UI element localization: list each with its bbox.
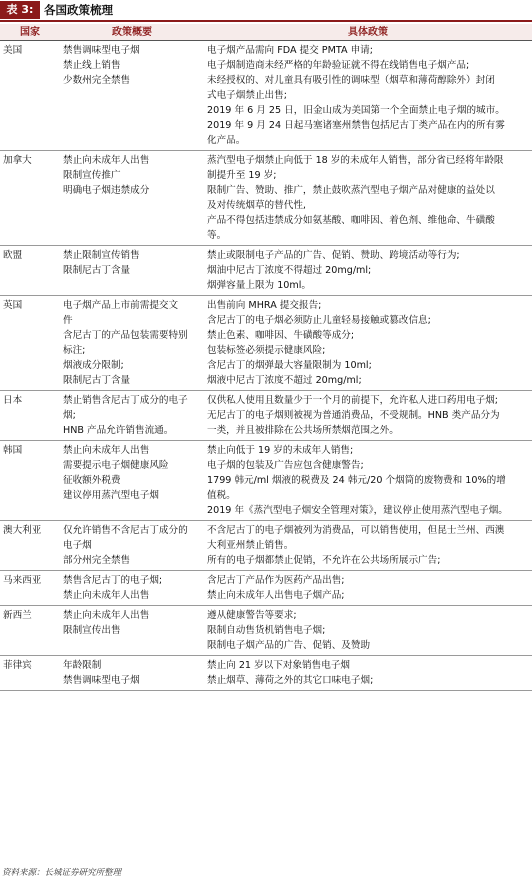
detail-line: 含尼古丁的电子烟必须防止儿童轻易接触或篡改信息; bbox=[207, 315, 431, 326]
summary-line: 征收额外税费 bbox=[63, 475, 121, 486]
table-row bbox=[0, 296, 532, 391]
detail-line: 及对传统烟草的替代性, bbox=[207, 200, 306, 211]
country-cell: 韩国 bbox=[0, 441, 60, 521]
detail-line: 限制广告、赞助、推广，禁止鼓吹蒸汽型电子烟产品对健康的益处以 bbox=[207, 185, 495, 196]
table-row bbox=[0, 151, 532, 246]
detail-line: 2019 年 6 月 25 日，旧金山成为美国第一个全面禁止电子烟的城市。 bbox=[207, 105, 505, 116]
detail-line: 烟液中尼古丁浓度不超过 20mg/ml; bbox=[207, 375, 362, 386]
country-cell: 新西兰 bbox=[0, 606, 60, 656]
summary-cell bbox=[60, 656, 204, 691]
table-header-row bbox=[0, 24, 532, 41]
detail-line: 化产品。 bbox=[207, 135, 246, 146]
detail-line: 限制电子烟产品的广告、促销、及赞助 bbox=[207, 640, 371, 651]
table-caption bbox=[0, 0, 532, 22]
summary-line: 烟; bbox=[63, 410, 76, 421]
detail-line: 无尼古丁的电子烟则被视为普通消费品，不受规制。HNB 类产品分为 bbox=[207, 410, 500, 421]
detail-line: 蒸汽型电子烟禁止向低于 18 岁的未成年人销售，部分省已经将年龄限 bbox=[207, 155, 504, 166]
detail-line: 出售前向 MHRA 提交报告; bbox=[207, 300, 322, 311]
detail-line: 禁止向低于 19 岁的未成年人销售; bbox=[207, 445, 354, 456]
detail-line: 禁止向 21 岁以下对象销售电子烟 bbox=[207, 660, 351, 671]
table-body bbox=[0, 41, 532, 691]
detail-line: 禁止或限制电子产品的广告、促销、赞助、跨境活动等行为; bbox=[207, 250, 460, 261]
column-header-summary: 政策概要 bbox=[60, 24, 204, 41]
summary-line: 禁售含尼古丁的电子烟; bbox=[63, 575, 163, 586]
summary-line: 禁售调味型电子烟 bbox=[63, 675, 140, 686]
detail-line: 一类，并且被排除在公共场所禁烟范围之外。 bbox=[207, 425, 399, 436]
summary-line: 标注; bbox=[63, 345, 86, 356]
detail-line: 式电子烟禁止出售; bbox=[207, 90, 287, 101]
detail-line: 电子烟的包装及广告应包含健康警告; bbox=[207, 460, 364, 471]
summary-line: 部分州完全禁售 bbox=[63, 555, 131, 566]
detail-line: 包装标签必须提示健康风险; bbox=[207, 345, 326, 356]
table-row bbox=[0, 441, 532, 521]
detail-line: 烟油中尼古丁浓度不得超过 20mg/ml; bbox=[207, 265, 372, 276]
details-cell bbox=[204, 521, 532, 571]
summary-line: 禁止向未成年人出售 bbox=[63, 610, 150, 621]
country-cell: 欧盟 bbox=[0, 246, 60, 296]
table-number-tag: 表 3: bbox=[0, 1, 40, 19]
detail-line: 电子烟制造商未经严格的年龄验证就不得在线销售电子烟产品; bbox=[207, 60, 470, 71]
detail-line: 不含尼古丁的电子烟被列为消费品，可以销售使用，但昆士兰州、西澳 bbox=[207, 525, 505, 536]
detail-line: 等。 bbox=[207, 230, 227, 241]
detail-line: 电子烟产品需向 FDA 提交 PMTA 申请; bbox=[207, 45, 374, 56]
country-cell: 菲律宾 bbox=[0, 656, 60, 691]
details-cell bbox=[204, 296, 532, 391]
column-header-details: 具体政策 bbox=[204, 24, 532, 41]
summary-line: 限制尼古丁含量 bbox=[63, 265, 131, 276]
summary-line: 含尼古丁的产品包装需要特别 bbox=[63, 330, 188, 341]
summary-cell bbox=[60, 246, 204, 296]
detail-line: 大利亚州禁止销售。 bbox=[207, 540, 294, 551]
details-cell bbox=[204, 606, 532, 656]
table-row bbox=[0, 391, 532, 441]
detail-line: 值税。 bbox=[207, 490, 236, 501]
summary-cell bbox=[60, 391, 204, 441]
summary-cell bbox=[60, 41, 204, 151]
summary-line: 明确电子烟违禁成分 bbox=[63, 185, 150, 196]
summary-line: 件 bbox=[63, 315, 73, 326]
detail-line: 含尼古丁产品作为医药产品出售; bbox=[207, 575, 345, 586]
detail-line: 2019 年《蒸汽型电子烟安全管理对策》，建议停止使用蒸汽型电子烟。 bbox=[207, 505, 508, 516]
detail-line: 禁止烟草、薄荷之外的其它口味电子烟; bbox=[207, 675, 374, 686]
details-cell bbox=[204, 571, 532, 606]
summary-line: 禁止线上销售 bbox=[63, 60, 121, 71]
detail-line: 烟弹容量上限为 10ml。 bbox=[207, 280, 312, 291]
summary-cell bbox=[60, 441, 204, 521]
table-row bbox=[0, 606, 532, 656]
country-cell: 英国 bbox=[0, 296, 60, 391]
summary-cell bbox=[60, 151, 204, 246]
table-title: 各国政策梳理 bbox=[44, 3, 113, 17]
detail-line: 限制自动售货机销售电子烟; bbox=[207, 625, 326, 636]
table-row bbox=[0, 521, 532, 571]
summary-line: 年龄限制 bbox=[63, 660, 102, 671]
detail-line: 制提升至 19 岁; bbox=[207, 170, 277, 181]
summary-line: 限制宣传出售 bbox=[63, 625, 121, 636]
summary-line: 禁止销售含尼古丁成分的电子 bbox=[63, 395, 188, 406]
summary-line: 仅允许销售不含尼古丁成分的 bbox=[63, 525, 188, 536]
summary-line: HNB 产品允许销售流通。 bbox=[63, 425, 174, 436]
summary-line: 禁止向未成年人出售 bbox=[63, 445, 150, 456]
summary-cell bbox=[60, 296, 204, 391]
summary-line: 限制宣传推广 bbox=[63, 170, 121, 181]
summary-line: 少数州完全禁售 bbox=[63, 75, 131, 86]
summary-line: 禁售调味型电子烟 bbox=[63, 45, 140, 56]
detail-line: 遵从健康警告等要求; bbox=[207, 610, 297, 621]
details-cell bbox=[204, 246, 532, 296]
detail-line: 2019 年 9 月 24 日起马塞诸塞州禁售包括尼古丁类产品在内的所有雾 bbox=[207, 120, 505, 131]
summary-line: 禁止限制宣传销售 bbox=[63, 250, 140, 261]
detail-line: 禁止色素、咖啡因、牛磺酸等成分; bbox=[207, 330, 355, 341]
country-cell: 马来西亚 bbox=[0, 571, 60, 606]
source-note: 资料来源：长城证券研究所整理 bbox=[2, 868, 122, 878]
table-row bbox=[0, 41, 532, 151]
column-header-country: 国家 bbox=[0, 24, 60, 41]
detail-line: 所有的电子烟都禁止促销，不允许在公共场所展示广告; bbox=[207, 555, 441, 566]
policy-table bbox=[0, 24, 532, 691]
summary-line: 烟液成分限制; bbox=[63, 360, 124, 371]
summary-cell bbox=[60, 571, 204, 606]
details-cell bbox=[204, 656, 532, 691]
details-cell bbox=[204, 441, 532, 521]
table-row bbox=[0, 571, 532, 606]
detail-line: 禁止向未成年人出售电子烟产品; bbox=[207, 590, 345, 601]
details-cell bbox=[204, 391, 532, 441]
summary-line: 需要提示电子烟健康风险 bbox=[63, 460, 169, 471]
table-row bbox=[0, 656, 532, 691]
summary-line: 限制尼古丁含量 bbox=[63, 375, 131, 386]
summary-line: 禁止向未成年人出售 bbox=[63, 590, 150, 601]
details-cell bbox=[204, 151, 532, 246]
summary-line: 建议停用蒸汽型电子烟 bbox=[63, 490, 159, 501]
detail-line: 1799 韩元/ml 烟液的税费及 24 韩元/20 个烟筒的废物费和 10%的增 bbox=[207, 475, 506, 486]
country-cell: 日本 bbox=[0, 391, 60, 441]
summary-line: 电子烟产品上市前需提交文 bbox=[63, 300, 179, 311]
summary-cell bbox=[60, 521, 204, 571]
country-cell: 美国 bbox=[0, 41, 60, 151]
summary-line: 电子烟 bbox=[63, 540, 92, 551]
detail-line: 未经授权的、对儿童具有吸引性的调味型（烟草和薄荷醇除外）封闭 bbox=[207, 75, 495, 86]
country-cell: 澳大利亚 bbox=[0, 521, 60, 571]
details-cell bbox=[204, 41, 532, 151]
summary-cell bbox=[60, 606, 204, 656]
detail-line: 仅供私人使用且数量少于一个月的前提下，允许私人进口药用电子烟; bbox=[207, 395, 499, 406]
summary-line: 禁止向未成年人出售 bbox=[63, 155, 150, 166]
table-row bbox=[0, 246, 532, 296]
country-cell: 加拿大 bbox=[0, 151, 60, 246]
detail-line: 产品不得包括违禁成分如氨基酸、咖啡因、着色剂、维他命、牛磺酸 bbox=[207, 215, 495, 226]
detail-line: 含尼古丁的烟弹最大容量限制为 10ml; bbox=[207, 360, 372, 371]
